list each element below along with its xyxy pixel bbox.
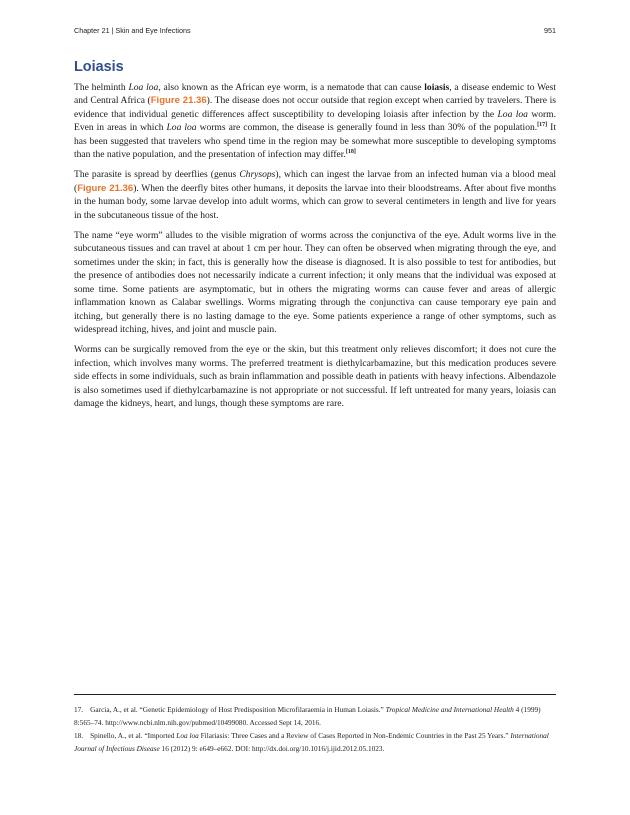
text-run: It has been suggested that travelers who spend time in the region may be somewhat more susceptible to developing symptoms than the native population, and the presentation of infection may differ. (74, 122, 556, 161)
figure-link[interactable]: Figure 21.36 (150, 95, 207, 107)
text-run: 4 (1999) 8:565–74. http://www.ncbi.nlm.nih.gov/pubmed/10499080. Accessed Sept 14, 2016. (74, 705, 541, 727)
citation-link[interactable]: [18] (345, 148, 356, 155)
citation-link[interactable]: [17] (537, 122, 548, 129)
footnote-divider (74, 694, 556, 695)
chapter-title: Chapter 21 | Skin and Eye Infections (74, 26, 191, 35)
species-name: Loa loa (166, 122, 197, 134)
text-run: , a disease endemic to West and Central Africa ( (74, 82, 556, 107)
text-run: , also known as the African eye worm, is a nematode that can cause (158, 82, 425, 93)
footnote-17 (74, 703, 556, 729)
text-run: The helminth (74, 82, 129, 93)
text-run: ). When the deerfly bites other humans, it deposits the larvae into their bloodstreams. After about five months in the human body, some larvae develop into adult worms, which can grow to several centimeters in length and live for years in the subcutaneous tissue of the host. (74, 182, 556, 221)
journal-title: International Journal of Infectious Disease (74, 731, 549, 753)
species-name: Loa loa (497, 108, 528, 120)
text-run: 16 (2012) 9: e649–e662. DOI: http://dx.doi.org/10.1016/j.ijid.2012.05.1023. (159, 744, 385, 753)
page-header (74, 26, 556, 38)
paragraph-2 (74, 168, 556, 222)
footnote-18 (74, 729, 556, 755)
species-name: Loa loa (176, 731, 199, 740)
text-run: ), which can ingest the larvae from an infected human via a blood meal ( (74, 169, 556, 194)
key-term: loiasis (424, 82, 450, 93)
paragraph-3: The name “eye worm” alludes to the visible migration of worms across the conjunctiva of the eye. Adult worms live in the subcutaneous tissues and can travel at about 1 cm per hour. They can often be observed when migrating through the eye, and sometimes under the skin; in fact, this is generally how the disease is diagnosed. It is also possible to test for antibodies, but the presence of antibodies does not necessarily indicate a current infection; it only means that the individual was exposed at some time. Some patients are asymptomatic, but in others the migrating worms can cause fever and areas of allergic inflammation known as Calabar swellings. Worms migrating through the conjunctiva can cause temporary eye pain and itching, but generally there is no lasting damage to the eye. Some patients experience a range of other symptoms, such as widespread itching, hives, and joint and muscle pain. (74, 230, 556, 335)
text-run: worm. Even in areas in which (74, 108, 556, 134)
footnotes (74, 703, 556, 755)
text-run: Garcia, A., et al. “Genetic Epidemiology of Host Predisposition Microfilaraemia in Human Loiasis.” (90, 705, 386, 714)
paragraph-4: Worms can be surgically removed from the eye or the skin, but this treatment only relieves discomfort; it does not cure the infection, which involves many worms. The preferred treatment is diethylcarbamazine, but this medication produces severe side effects in some individuals, such as brain inflammation and possible death in patients with heavy infections. Albendazole is also sometimes used if diethylcarbamazine is not appropriate or not successful. If left untreated for many years, loiasis can damage the kidneys, heart, and lungs, though these symptoms are rare. (74, 344, 556, 409)
section-title: Loiasis (74, 59, 124, 75)
text-run: The parasite is spread by deerflies (genus (74, 169, 240, 181)
text-run: worms are common, the disease is generally found in less than 30% of the population. (196, 122, 538, 134)
footnote-number: 18. (74, 731, 84, 740)
species-name: Loa loa (128, 82, 159, 93)
page-number: 951 (544, 26, 556, 35)
figure-link[interactable]: Figure 21.36 (77, 182, 134, 194)
text-run: Spinello, A., et al. “Imported (90, 731, 177, 740)
genus-name: Chrysops (239, 169, 276, 181)
journal-title: Tropical Medicine and International Health (385, 705, 514, 714)
text-run: ). The disease does not occur outside that region except when carried by travelers. There is evidence that individual genetic differences affect susceptibility to developing loiasis after infection by the (74, 95, 556, 120)
text-run: Filariasis: Three Cases and a Review of Cases Reported in Non-Endemic Countries in the Past 25 Years.” (198, 731, 511, 740)
footnote-number: 17. (74, 705, 84, 714)
paragraph-1 (74, 81, 556, 161)
body-text (74, 81, 556, 417)
